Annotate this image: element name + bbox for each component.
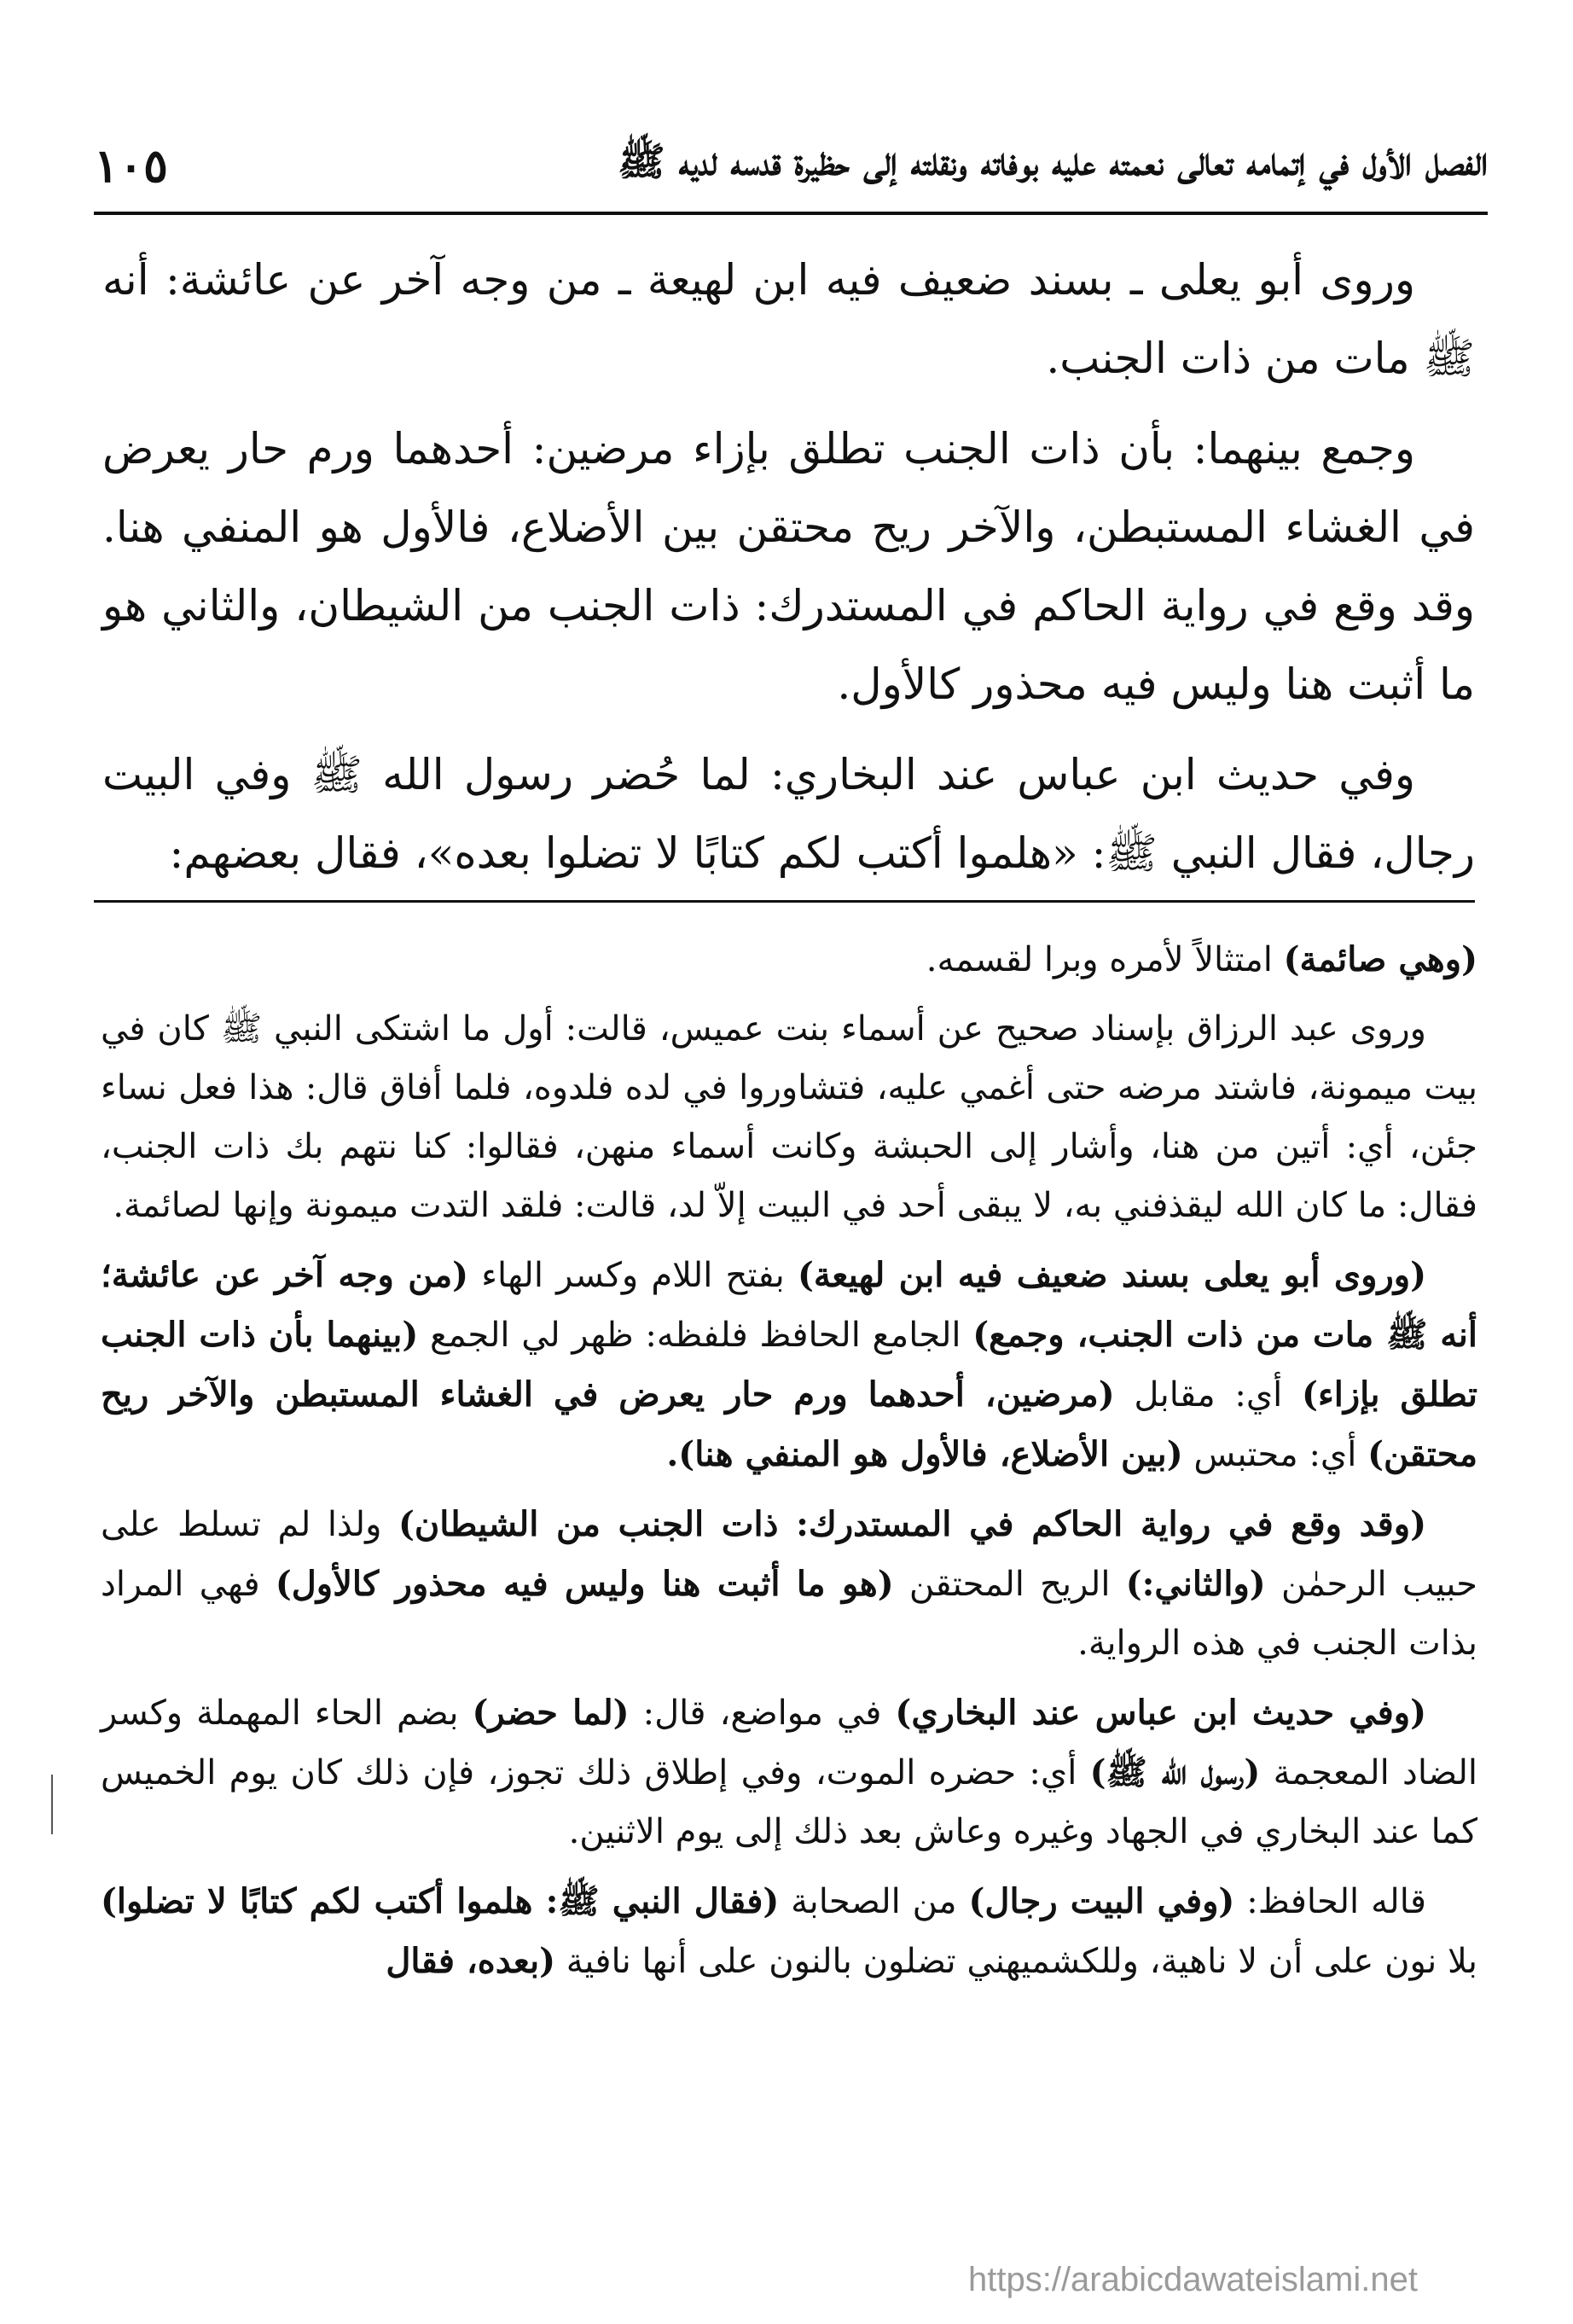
main-paragraph: وروى أبو يعلى ـ بسند ضعيف فيه ابن لهيعة ـ من وجه آخر عن عائشة: أنه ﷺ مات من ذات الجنب. [102, 255, 1475, 383]
bold-quote: (بعده، فقال [386, 1941, 556, 1981]
margin-mark [51, 1775, 53, 1834]
commentary-text: وروى عبد الرزاق بإسناد صحيح عن أسماء بنت عميس، قالت: أول ما اشتكى النبي ﷺ كان في بيت ميمونة، فاشتد مرضه حتى أغمي عليه، فتشاوروا في لده فلدوه، فلما أفاق قال: هذا فعل نساء جئن، أي: أتين من هنا، وأشار إلى الحبشة وكانت أسماء منهن، فقالوا: كنا نتهم بك ذات الجنب، فقال: ما كان الله ليقذفني به، لا يبقى أحد في البيت إلاّ لد، قالت: فلقد التدت ميمونة وإنها لصائمة. [101, 1009, 1477, 1225]
bold-quote: (من وجه آخر عن عائشة؛ أنه ﷺ مات من ذات الجنب، وجمع) [101, 1255, 1477, 1355]
commentary-text: أي: محتبس [1182, 1435, 1368, 1474]
commentary-text: من الصحابة [779, 1882, 969, 1921]
commentary-paragraph [101, 1683, 1477, 1862]
commentary-text: قاله الحافظ: [1234, 1882, 1427, 1921]
bold-quote: (رسول الله ﷺ) [1089, 1752, 1261, 1792]
commentary-text: امتثالاً لأمره وبرا لقسمه. [926, 940, 1284, 979]
commentary-text: بفتح اللام وكسر الهاء [468, 1256, 798, 1295]
main-paragraph: وجمع بينهما: بأن ذات الجنب تطلق بإزاء مرضين: أحدهما ورم حار يعرض في الغشاء المستبطن، والآخر ريح محتقن بين الأضلاع، فالأول هو المنفي هنا. وقد وقع في رواية الحاكم في المستدرك: ذات الجنب من الشيطان، والثاني هو ما أثبت هنا وليس فيه محذور كالأول. [102, 424, 1475, 709]
bold-quote: (بين الأضلاع، فالأول هو المنفي هنا). [666, 1434, 1183, 1474]
commentary-text: الريح المحتقن [893, 1565, 1126, 1604]
commentary-text: بضم الحاء المهملة وكسر الضاد المعجمة [101, 1694, 1478, 1792]
commentary-paragraph [101, 930, 1477, 990]
commentary-text: ولذا لم تسلط على حبيب الرحمٰن [101, 1505, 1478, 1604]
commentary-text: أي: حضره الموت، وفي إطلاق ذلك تجوز، فإن ذلك كان يوم الخميس كما عند البخاري في الجهاد وغيره وعاش بعد ذلك إلى يوم الاثنين. [101, 1753, 1477, 1851]
page-number: ١٠٥ [94, 138, 169, 193]
bold-quote: (مرضين، أحدهما ورم حار يعرض في الغشاء المستبطن والآخر ريح محتقن) [101, 1374, 1477, 1474]
commentary-text: الجامع الحافظ فلفظه: ظهر لي الجمع [418, 1316, 973, 1355]
bold-quote: (وفي البيت رجال) [968, 1881, 1235, 1921]
main-paragraph: وفي حديث ابن عباس عند البخاري: لما حُضر رسول الله ﷺ وفي البيت رجال، فقال النبي ﷺ: «هلموا أكتب لكم كتابًا لا تضلوا بعده»، فقال بعضهم: [102, 750, 1475, 878]
bold-quote: (بينهما بأن ذات الجنب تطلق بإزاء) [101, 1315, 1477, 1415]
commentary-paragraph [101, 1246, 1477, 1484]
bold-quote: (فقال النبي ﷺ: هلموا أكتب لكم كتابًا لا تضلوا) [101, 1881, 780, 1921]
chapter-title: الفصل الأول في إتمامه تعالى نعمته عليه بوفاته ونقلته إلى حظيرة قدسه لديه ﷺ [618, 137, 1488, 184]
bold-quote: (هو ما أثبت هنا وليس فيه محذور كالأول) [275, 1564, 894, 1604]
commentary-paragraph [101, 1000, 1477, 1235]
commentary-paragraph [101, 1872, 1477, 1991]
commentary-text: بلا نون على أن لا ناهية، وللكشميهني تضلون بالنون على أنها نافية [555, 1942, 1477, 1981]
bold-quote: (وقد وقع في رواية الحاكم في المستدرك: ذات الجنب من الشيطان) [398, 1504, 1426, 1544]
page-header [94, 126, 1488, 205]
bold-quote: (وفي حديث ابن عباس عند البخاري) [895, 1693, 1426, 1733]
watermark-url: https://arabicdawateislami.net [968, 2261, 1418, 2298]
commentary-text: في مواضع، قال: [629, 1694, 896, 1733]
bold-quote: (لما حضر) [472, 1693, 630, 1733]
main-text [102, 241, 1475, 904]
bold-quote: (وروى أبو يعلى بسند ضعيف فيه ابن لهيعة) [797, 1255, 1426, 1295]
text-separator-rule [94, 900, 1475, 903]
commentary-text: أي: مقابل [1114, 1375, 1303, 1415]
commentary-section [101, 930, 1477, 2002]
commentary-paragraph [101, 1495, 1477, 1673]
commentary-text: فهي المراد بذات الجنب في هذه الرواية. [101, 1565, 1477, 1663]
header-rule [94, 212, 1488, 215]
bold-quote: (وهي صائمة) [1283, 939, 1477, 979]
bold-quote: (والثاني:) [1125, 1564, 1266, 1604]
